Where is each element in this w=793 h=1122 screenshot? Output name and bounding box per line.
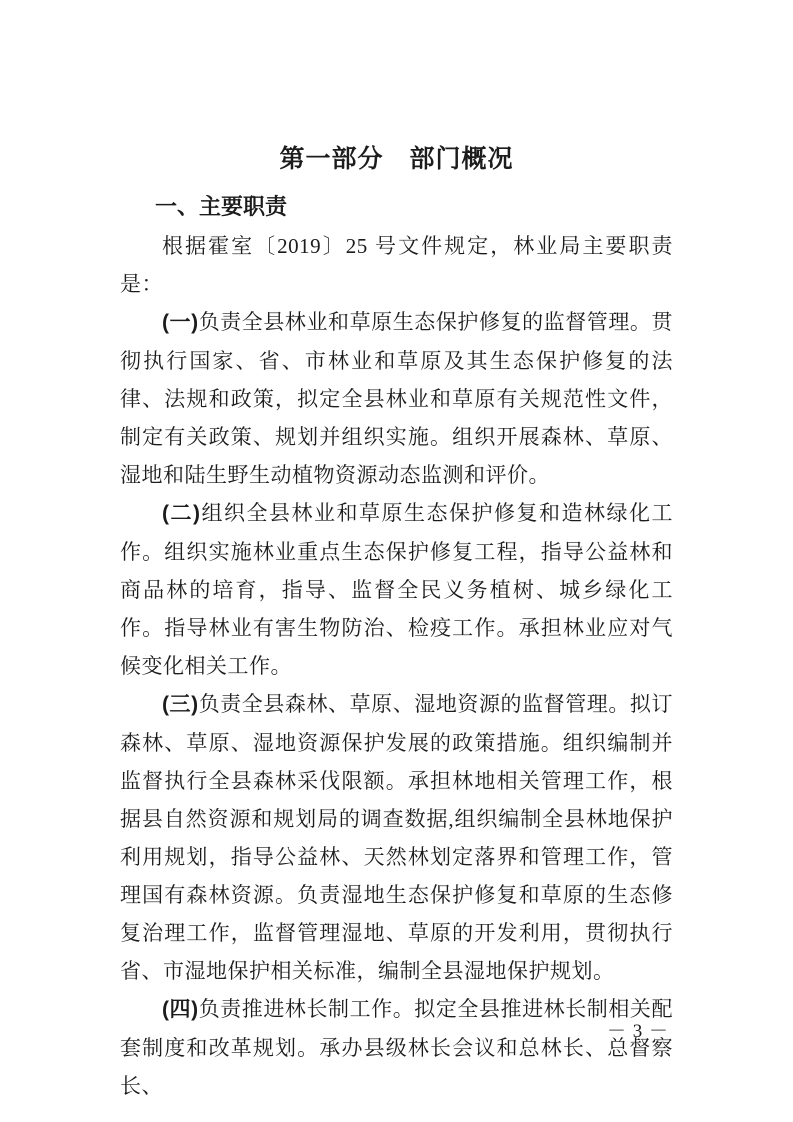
duty-paragraph-4 — [120, 990, 673, 1105]
paragraph-marker: (四) — [162, 998, 199, 1021]
paragraph-text: 负责全县森林、草原、湿地资源的监督管理。拟订森林、草原、湿地资源保护发展的政策措施。组织编制并监督执行全县森林采伐限额。承担林地相关管理工作，根据县自然资源和规划局的调查数据,组织编制全县林地保护利用规划，指导公益林、天然林划定落界和管理工作，管理国有森林资源。负责湿地生态保护修复和草原的生态修复治理工作，监督管理湿地、草原的开发利用，贯彻执行省、市湿地保护相关标准，编制全县湿地保护规划。 — [120, 692, 673, 983]
duty-paragraph-2 — [120, 494, 673, 685]
paragraph-marker: (二) — [162, 502, 201, 525]
page-number: － 3 － — [606, 1021, 669, 1042]
document-body — [120, 139, 673, 1105]
section-heading: 一、主要职责 — [155, 194, 288, 219]
paragraph-text: 负责推进林长制工作。拟定全县推进林长制相关配套制度和改革规划。承办县级林长会议和总林长、总督察长、 — [120, 997, 673, 1098]
page-title: 第一部分 部门概况 — [279, 145, 514, 173]
paragraph-text: 组织全县林业和草原生态保护修复和造林绿化工作。组织实施林业重点生态保护修复工程，指导公益林和商品林的培育，指导、监督全民义务植树、城乡绿化工作。指导林业有害生物防治、检疫工作。承担林业应对气候变化相关工作。 — [120, 501, 673, 678]
paragraph-text: 负责全县林业和草原生态保护修复的监督管理。贯彻执行国家、省、市林业和草原及其生态保护修复的法律、法规和政策，拟定全县林业和草原有关规范性文件，制定有关政策、规划并组织实施。组织开展森林、草原、湿地和陆生野生动植物资源动态监测和评价。 — [120, 310, 673, 487]
duty-paragraph-1 — [120, 303, 673, 494]
paragraph-marker: (三) — [162, 693, 199, 716]
duty-paragraph-3 — [120, 685, 673, 990]
intro-paragraph: 根据霍室〔2019〕25 号文件规定，林业局主要职责是： — [120, 234, 673, 296]
paragraph-marker: (一) — [162, 311, 199, 334]
